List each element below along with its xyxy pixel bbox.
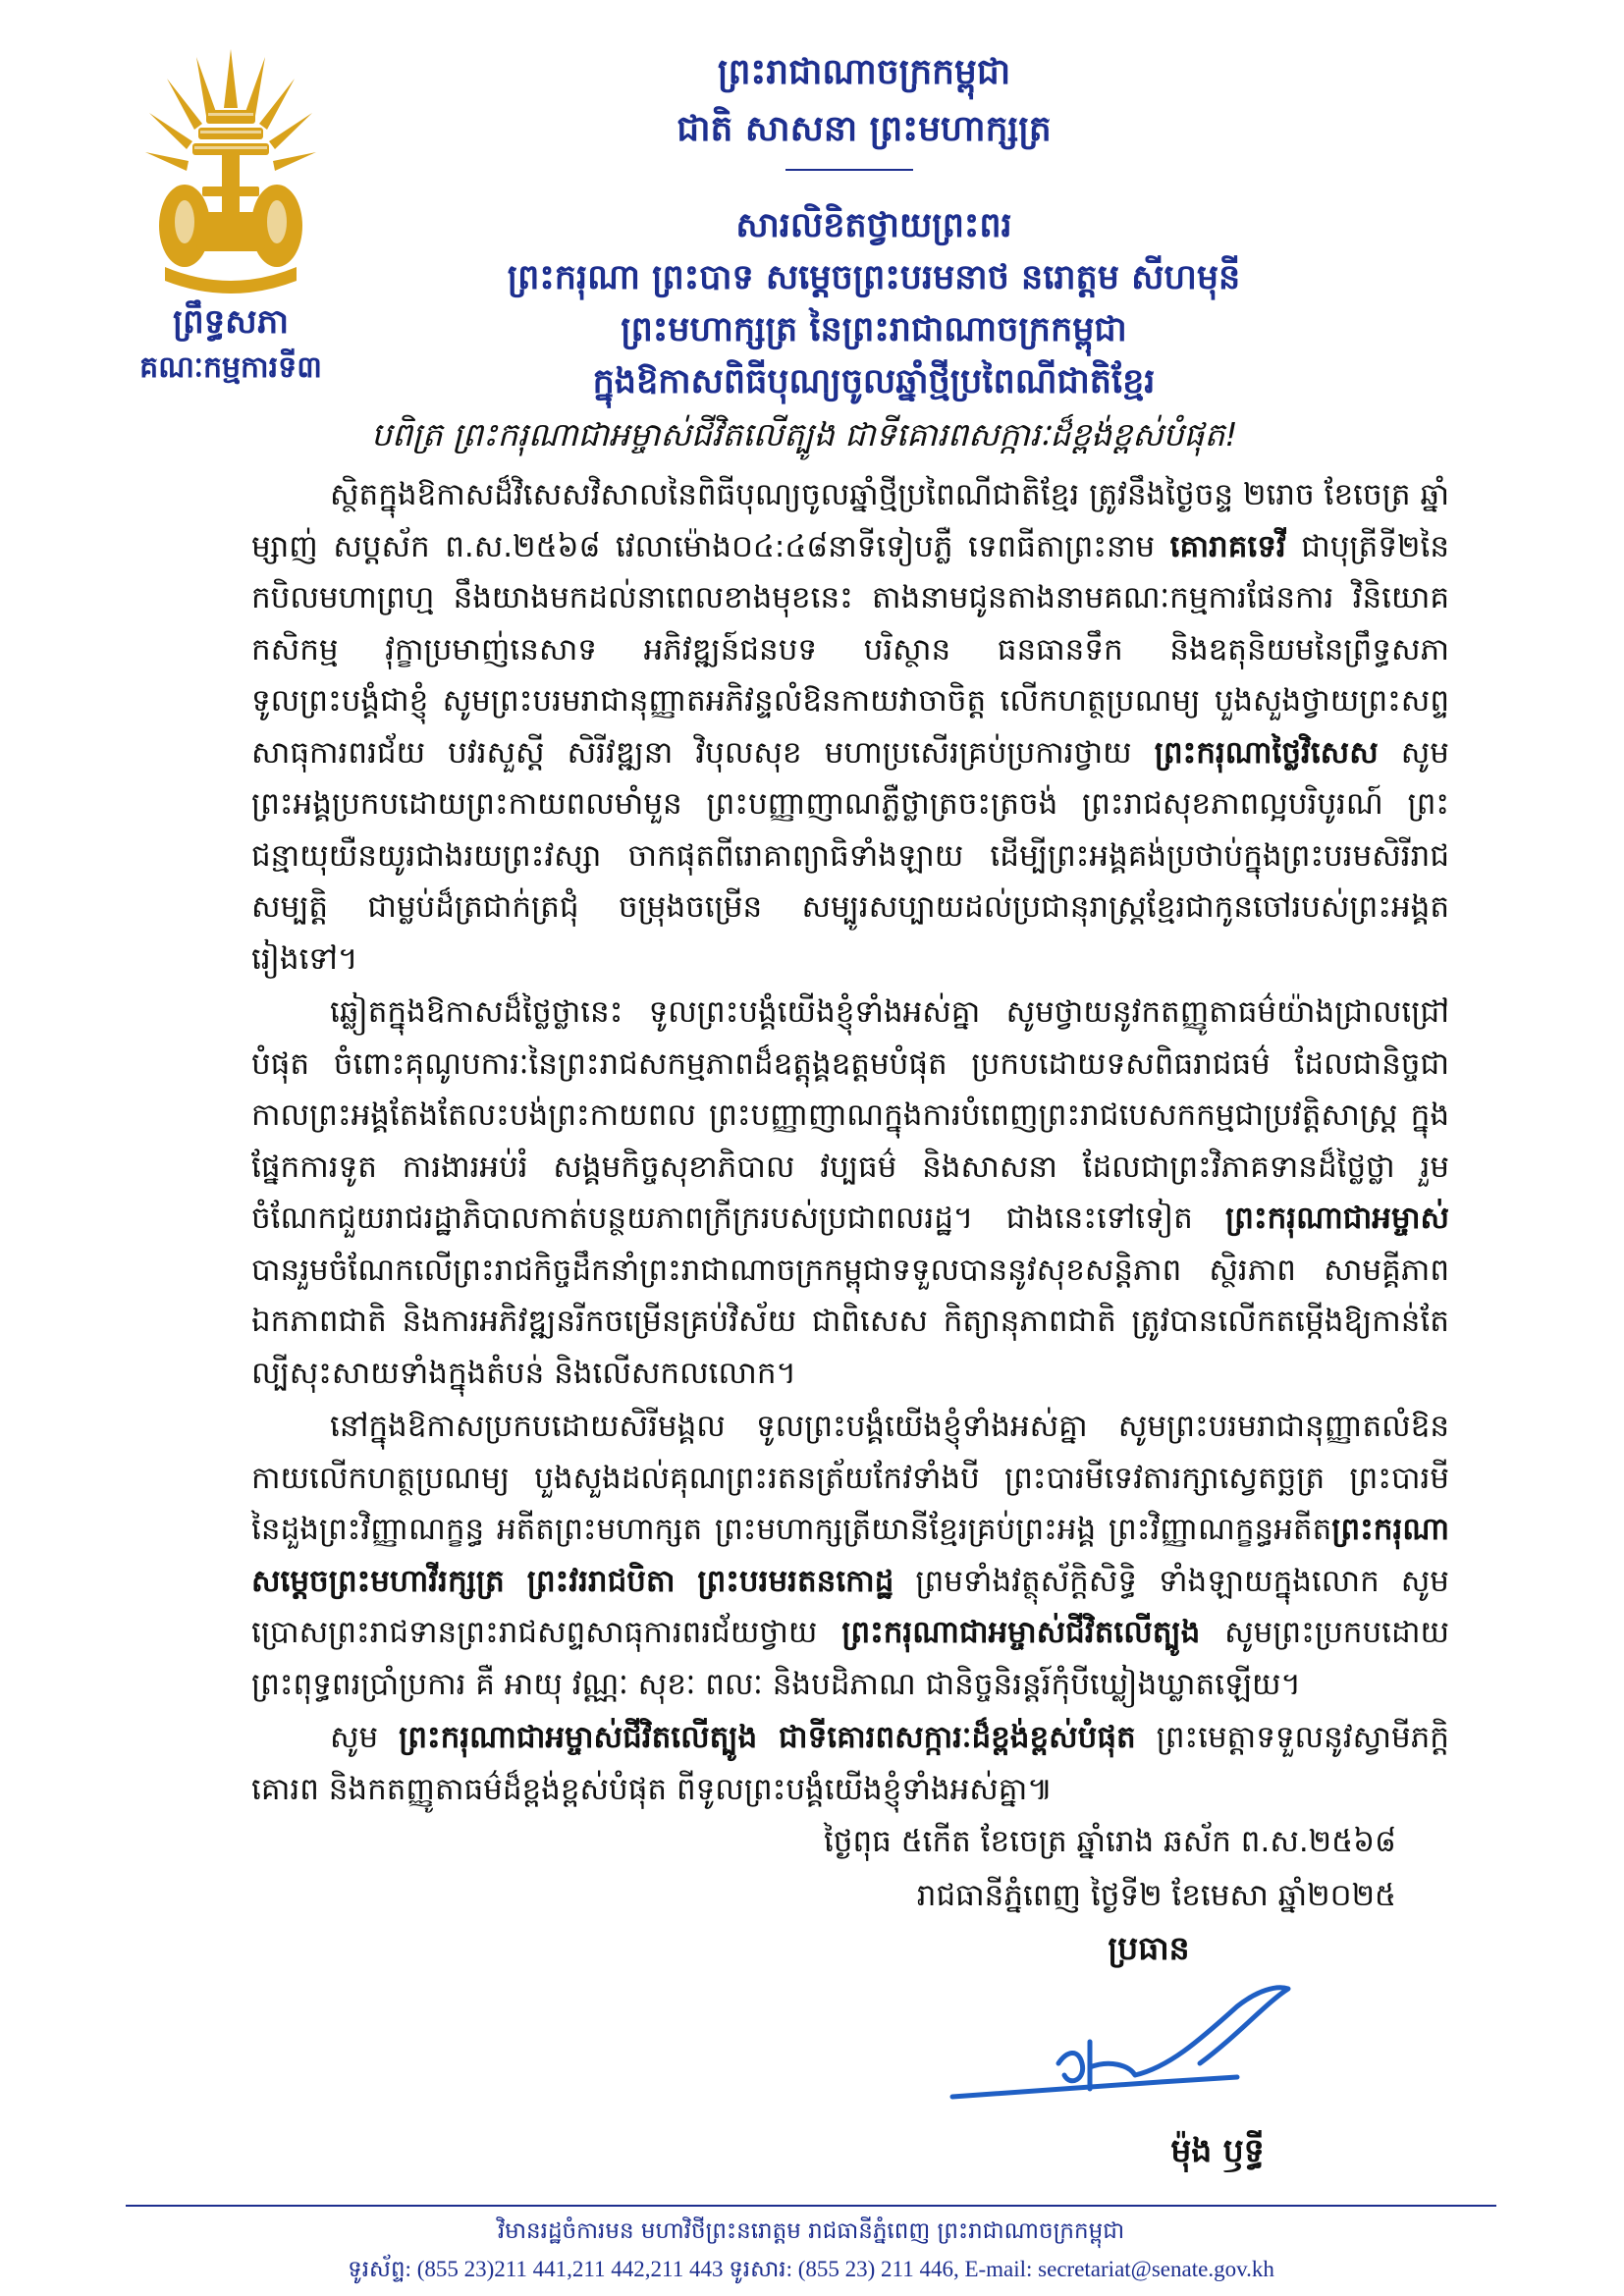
paragraph-4: សូម ព្រះករុណាជាអម្ចាស់ជីវិតលើត្បូង ជាទីគោរពសក្ការៈដ៏ខ្ពង់ខ្ពស់បំផុត ព្រះមេត្តាទទួលនូវស្វាមីភក្តិ គោរព និងកតញ្ញូតាធម៌ដ៏ខ្ពង់ខ្ពស់បំផុត ពីទូលព្រះបង្គំយើងខ្ញុំទាំងអស់គ្នា៕ <box>251 1720 1449 1807</box>
footer-address: វិមានរដ្ឋចំការមន មហាវិថីព្រះនរោត្តម រាជធានីភ្នំពេញ ព្រះរាជាណាចក្រកម្ពុជា <box>497 2218 1125 2244</box>
letter-title: សារលិខិតថ្វាយព្រះពរ <box>735 206 1012 245</box>
recipient-title: ព្រះមហាក្សត្រ នៃព្រះរាជាណាចក្រកម្ពុជា <box>621 310 1127 349</box>
honorific: ព្រះករុណាថ្លៃវិសេស <box>1154 734 1379 771</box>
lunar-date: ថ្ងៃពុធ ៥កើត ខែចេត្រ ឆ្នាំរោង ឆស័ក ព.ស.២៥៦៨ <box>823 1824 1396 1859</box>
national-motto: ជាតិ សាសនា ព្រះមហាក្សត្រ <box>677 109 1052 149</box>
letter-body <box>251 469 1449 1817</box>
honorific: ព្រះករុណាជាអម្ចាស់ជីវិតលើត្បូង <box>841 1615 1201 1650</box>
honorific: ព្រះករុណាជាអម្ចាស់ជីវិតលើត្បូង ជាទីគោរពសក្ការៈដ៏ខ្ពង់ខ្ពស់បំផុត <box>399 1720 1136 1755</box>
honorific: ព្រះករុណាជាអម្ចាស់ <box>1225 1201 1449 1236</box>
paragraph-2: ឆ្លៀតក្នុងឱកាសដ៏ថ្លៃថ្លានេះ ទូលព្រះបង្គំយើងខ្ញុំទាំងអស់គ្នា សូមថ្វាយនូវកតញ្ញូតាធម៌យ៉ាងជ្រាលជ្រៅបំផុត ចំពោះគុណូបការៈនៃព្រះរាជសកម្មភាពដ៏ឧត្តុង្គឧត្តមបំផុត ប្រកបដោយទសពិធរាជធម៌ ដែលជានិច្ចជាកាលព្រះអង្គតែងតែលះបង់ព្រះកាយពល ព្រះបញ្ញាញាណក្នុងការបំពេញព្រះរាជបេសកកម្មជាប្រវត្តិសាស្ត្រ ក្នុងផ្នែកការទូត ការងារអប់រំ សង្គមកិច្ចសុខាភិបាល វប្បធម៌ និងសាសនា ដែលជាព្រះវិភាគទានដ៏ថ្លៃថ្លា រួមចំណែកជួយរាជរដ្ឋាភិបាលកាត់បន្ថយភាពក្រីក្ររបស់ប្រជាពលរដ្ឋ។ ជាងនេះទៅទៀត ព្រះករុណាជាអម្ចាស់ បានរួមចំណែកលើព្រះរាជកិច្ចដឹកនាំព្រះរាជាណាចក្រកម្ពុជាទទួលបាននូវសុខសន្តិភាព ស្ថិរភាព សាមគ្គីភាព ឯកភាពជាតិ និងការអភិវឌ្ឍនរីកចម្រើនគ្រប់វិស័យ ជាពិសេស កិត្យានុភាពជាតិ ត្រូវបានលើកតម្កើងឱ្យកាន់តែល្បីសុះសាយទាំងក្នុងតំបន់ និងលើសកលលោក។ <box>251 994 1449 1391</box>
paragraph-3: នៅក្នុងឱកាសប្រកបដោយសិរីមង្គល ទូលព្រះបង្គំយើងខ្ញុំទាំងអស់គ្នា សូមព្រះបរមរាជានុញ្ញាតលំឱនកាយលើកហត្ថប្រណម្យ បួងសួងដល់គុណព្រះរតនត្រ័យកែវទាំងបី ព្រះបារមីទេវតារក្សាស្វេតច្ឆត្រ ព្រះបារមីនៃដួងព្រះវិញ្ញាណក្ខន្ធ អតីតព្រះមហាក្សត ព្រះមហាក្សត្រីយានីខ្មែរគ្រប់ព្រះអង្គ ព្រះវិញ្ញាណក្ខន្ធអតីតព្រះករុណាសម្តេចព្រះមហាវីរក្សត្រ ព្រះវររាជបិតា ព្រះបរមរតនកោដ្ឋ ព្រមទាំងវត្ថុស័ក្តិសិទ្ធិ ទាំងឡាយក្នុងលោក សូមប្រោសព្រះរាជទានព្រះរាជសព្ទសាធុការពរជ័យថ្វាយ ព្រះករុណាជាអម្ចាស់ជីវិតលើត្បូង សូមព្រះប្រកបដោយព្រះពុទ្ធពរប្រាំប្រការ គឺ អាយុ វណ្ណៈ សុខៈ ពលៈ និងបដិភាណ ជានិច្ចនិរន្តរ៍កុំបីឃ្លៀងឃ្លាតឡើយ។ <box>251 1409 1449 1702</box>
occasion-line: ក្នុងឱកាសពិធីបុណ្យចូលឆ្នាំថ្មីប្រពៃណីជាតិខ្មែរ <box>592 362 1156 401</box>
motto-divider <box>785 169 913 171</box>
recipient-name: ព្រះករុណា ព្រះបាទ សម្តេចព្រះបរមនាថ នរោត្តម សីហមុនី <box>507 258 1241 297</box>
salutation: បពិត្រ ព្រះករុណាជាអម្ចាស់ជីវិតលើត្បូង ជាទីគោរពសក្ការៈដ៏ខ្ពង់ខ្ពស់បំផុត! <box>371 415 1238 454</box>
handwritten-signature-icon <box>943 1973 1296 2120</box>
deity-name: គោរាគទេវី <box>1169 528 1286 564</box>
footer-contact: ទូរស័ព្ទ: (855 23)211 441,211 442,211 443 ទូរសារ: (855 23) 211 446, E-mail: secretariat@senate.gov.kh <box>348 2257 1274 2281</box>
commission-name: គណៈកម្មការទី៣ <box>139 350 322 385</box>
paragraph-1: ស្ថិតក្នុងឱកាសដ៏វិសេសវិសាលនៃពិធីបុណ្យចូលឆ្នាំថ្មីប្រពៃណីជាតិខ្មែរ ត្រូវនឹងថ្ងៃចន្ទ ២រោច ខែចេត្រ ឆ្នាំម្សាញ់ សប្តស័ក ព.ស.២៥៦៨ វេលាម៉ោង០៤:៤៨នាទីទៀបភ្លឺ ទេពធីតាព្រះនាម គោរាគទេវី ជាបុត្រីទី២នៃកបិលមហាព្រហ្ម នឹងយាងមកដល់នាពេលខាងមុខនេះ តាងនាមជូនតាងនាមគណៈកម្មការផែនការ វិនិយោគ កសិកម្ម វុក្ខាប្រមាញ់នេសាទ អភិវឌ្ឍន៍ជនបទ បរិស្ថាន ធនធានទឹក និងឧតុនិយមនៃព្រឹទ្ធសភា ទូលព្រះបង្គំជាខ្ញុំ សូមព្រះបរមរាជានុញ្ញាតអភិវន្ទលំឱនកាយវាចាចិត្ត លើកហត្ថប្រណម្យ បួងសួងថ្វាយព្រះសព្ទសាធុការពរជ័យ បវរសួស្តី សិរីវឌ្ឍនា វិបុលសុខ មហាប្រសើរគ្រប់ប្រការថ្វាយ ព្រះករុណាថ្លៃវិសេស សូមព្រះអង្គប្រកបដោយព្រះកាយពលមាំមួន ព្រះបញ្ញាញាណភ្លឺថ្លាត្រចះត្រចង់ ព្រះរាជសុខភាពល្អបរិបូរណ៍ ព្រះជន្មាយុយឺនយូរជាងរយព្រះវស្សា ចាកផុតពីរោគាព្យាធិទាំងឡាយ ដើម្បីព្រះអង្គគង់ប្រថាប់ក្នុងព្រះបរមសិរីរាជសម្បត្តិ ជាម្លប់ដ៏ត្រជាក់ត្រជុំ ចម្រុងចម្រើន សម្បូរសប្បាយដល់ប្រជានុរាស្ត្រខ្មែរជាកូនចៅរបស់ព្រះអង្គតរៀងទៅ។ <box>251 477 1449 977</box>
footer-divider <box>126 2205 1496 2207</box>
honorific: ព្រះករុណាសម្តេចព្រះមហាវីរក្សត្រ ព្រះវររាជបិតា ព្រះបរមរតនកោដ្ឋ <box>251 1512 1449 1599</box>
signer-title: ប្រធាន <box>1108 1929 1190 1967</box>
kingdom-heading: ព្រះរាជាណាចក្រកម្ពុជា <box>717 52 1011 92</box>
senate-name: ព្រឹទ្ធសភា <box>172 302 290 342</box>
signer-name: ម៉ុង ឫទ្ធី <box>1170 2131 1265 2169</box>
royal-emblem-icon <box>137 39 324 304</box>
solar-date: រាជធានីភ្នំពេញ ថ្ងៃទី២ ខែមេសា ឆ្នាំ២០២៥ <box>916 1878 1396 1913</box>
